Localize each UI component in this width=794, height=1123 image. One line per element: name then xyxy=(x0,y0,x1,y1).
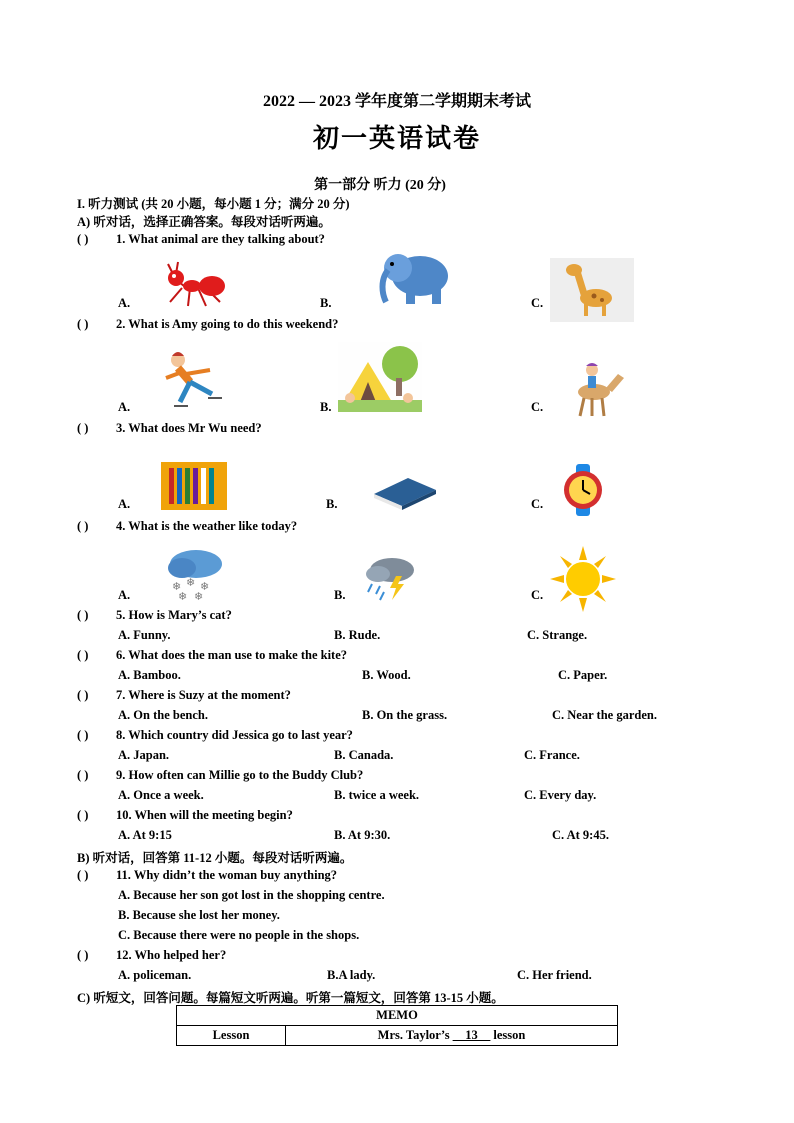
svg-text:❄: ❄ xyxy=(178,590,188,602)
answer-bracket[interactable]: ( ) xyxy=(77,728,89,742)
horse-riding-icon xyxy=(562,356,628,418)
option-c: C. xyxy=(531,497,544,511)
option-a: A. Bamboo. xyxy=(118,668,181,682)
answer-bracket[interactable]: ( ) xyxy=(77,688,89,702)
ant-icon xyxy=(160,258,230,310)
option-b: B. xyxy=(326,497,338,511)
question-8: 8. Which country did Jessica go to last year? xyxy=(116,728,353,742)
elephant-icon xyxy=(376,250,450,306)
option-b: B.A lady. xyxy=(327,968,376,982)
question-2: 2. What is Amy going to do this weekend? xyxy=(116,317,339,331)
option-c: C. France. xyxy=(524,748,580,762)
question-11: 11. Why didn’t the woman buy anything? xyxy=(116,868,338,882)
option-b: B. Because she lost her money. xyxy=(118,908,280,922)
option-c: C. Paper. xyxy=(558,668,608,682)
answer-bracket[interactable]: ( ) xyxy=(77,232,89,246)
option-c: C. Every day. xyxy=(524,788,597,802)
answer-bracket[interactable]: ( ) xyxy=(77,608,89,622)
exam-title: 2022 — 2023 学年度第二学期期末考试 xyxy=(262,93,531,110)
option-b: B. Canada. xyxy=(334,748,394,762)
question-7: 7. Where is Suzy at the moment? xyxy=(116,688,291,702)
crayons-icon xyxy=(161,462,227,510)
camping-tent-icon xyxy=(338,342,422,412)
memo-title: MEMO xyxy=(177,1006,618,1026)
answer-bracket[interactable]: ( ) xyxy=(77,768,89,782)
option-a: A. Funny. xyxy=(118,628,171,642)
question-12: 12. Who helped her? xyxy=(116,948,227,962)
option-b: B. xyxy=(320,296,332,310)
sun-icon xyxy=(550,546,616,612)
option-a: A. policeman. xyxy=(118,968,192,982)
option-b: B. At 9:30. xyxy=(334,828,391,842)
option-b: B. On the grass. xyxy=(362,708,448,722)
svg-text:❄: ❄ xyxy=(194,590,204,602)
option-a: A. At 9:15 xyxy=(118,828,172,842)
svg-text:❄: ❄ xyxy=(186,576,196,589)
snow-cloud-icon xyxy=(164,546,226,602)
option-a: A. On the bench. xyxy=(118,708,208,722)
answer-bracket[interactable]: ( ) xyxy=(77,948,89,962)
answer-bracket[interactable]: ( ) xyxy=(77,519,89,533)
question-9: 9. How often can Millie go to the Buddy Club? xyxy=(116,768,364,782)
giraffe-icon xyxy=(550,258,634,322)
option-c: C. xyxy=(531,588,544,602)
question-1: 1. What animal are they talking about? xyxy=(116,232,325,246)
question-6: 6. What does the man use to make the kite? xyxy=(116,648,348,662)
answer-bracket[interactable]: ( ) xyxy=(77,421,89,435)
question-4: 4. What is the weather like today? xyxy=(116,519,298,533)
option-c: C. Strange. xyxy=(527,628,588,642)
question-3: 3. What does Mr Wu need? xyxy=(116,421,262,435)
answer-blank-13[interactable]: __13__ xyxy=(452,1028,491,1042)
question-5: 5. How is Mary’s cat? xyxy=(116,608,232,622)
part-title: 第一部分 听力 (20 分) xyxy=(314,178,446,193)
option-b: B. Rude. xyxy=(334,628,381,642)
option-c: C. xyxy=(531,296,544,310)
answer-bracket[interactable]: ( ) xyxy=(77,648,89,662)
memo-row-label: Lesson xyxy=(177,1026,286,1046)
skating-girl-icon xyxy=(160,348,226,412)
book-icon xyxy=(368,468,440,510)
svg-text:❄: ❄ xyxy=(172,580,182,593)
answer-bracket[interactable]: ( ) xyxy=(77,317,89,331)
paper-title: 初一英语试卷 xyxy=(312,124,481,153)
answer-bracket[interactable]: ( ) xyxy=(77,808,89,822)
option-b: B. xyxy=(334,588,346,602)
option-a: A. xyxy=(118,400,131,414)
option-a: A. xyxy=(118,296,131,310)
memo-row-value xyxy=(286,1026,618,1046)
watch-icon xyxy=(560,464,606,516)
memo-row-suffix: lesson xyxy=(493,1028,526,1042)
option-a: A. xyxy=(118,497,131,511)
svg-text:❄: ❄ xyxy=(200,580,210,593)
option-a: A. Once a week. xyxy=(118,788,204,802)
option-c: C. Because there were no people in the shops. xyxy=(118,928,360,942)
section-b-intro: B) 听对话，回答第 11-12 小题。每段对话听两遍。 xyxy=(77,851,353,865)
option-c: C. xyxy=(531,400,544,414)
section-a-intro: A) 听对话，选择正确答案。每段对话听两遍。 xyxy=(77,215,331,229)
option-b: B. xyxy=(320,400,332,414)
option-b: B. twice a week. xyxy=(334,788,420,802)
option-b: B. Wood. xyxy=(362,668,411,682)
question-10: 10. When will the meeting begin? xyxy=(116,808,293,822)
section-c-intro: C) 听短文，回答问题。每篇短文听两遍。听第一篇短文，回答第 13-15 小题。 xyxy=(77,991,504,1005)
answer-bracket[interactable]: ( ) xyxy=(77,868,89,882)
option-a: A. Because her son got lost in the shopping centre. xyxy=(118,888,385,902)
option-a: A. Japan. xyxy=(118,748,170,762)
memo-table xyxy=(176,1005,618,1046)
option-c: C. Her friend. xyxy=(517,968,592,982)
option-c: C. At 9:45. xyxy=(552,828,609,842)
section-title: I. 听力测试 (共 20 小题，每小题 1 分；满分 20 分) xyxy=(77,197,350,211)
option-a: A. xyxy=(118,588,131,602)
option-c: C. Near the garden. xyxy=(552,708,657,722)
thunderstorm-icon xyxy=(362,552,422,602)
memo-row-prefix: Mrs. Taylor’s xyxy=(377,1028,450,1042)
